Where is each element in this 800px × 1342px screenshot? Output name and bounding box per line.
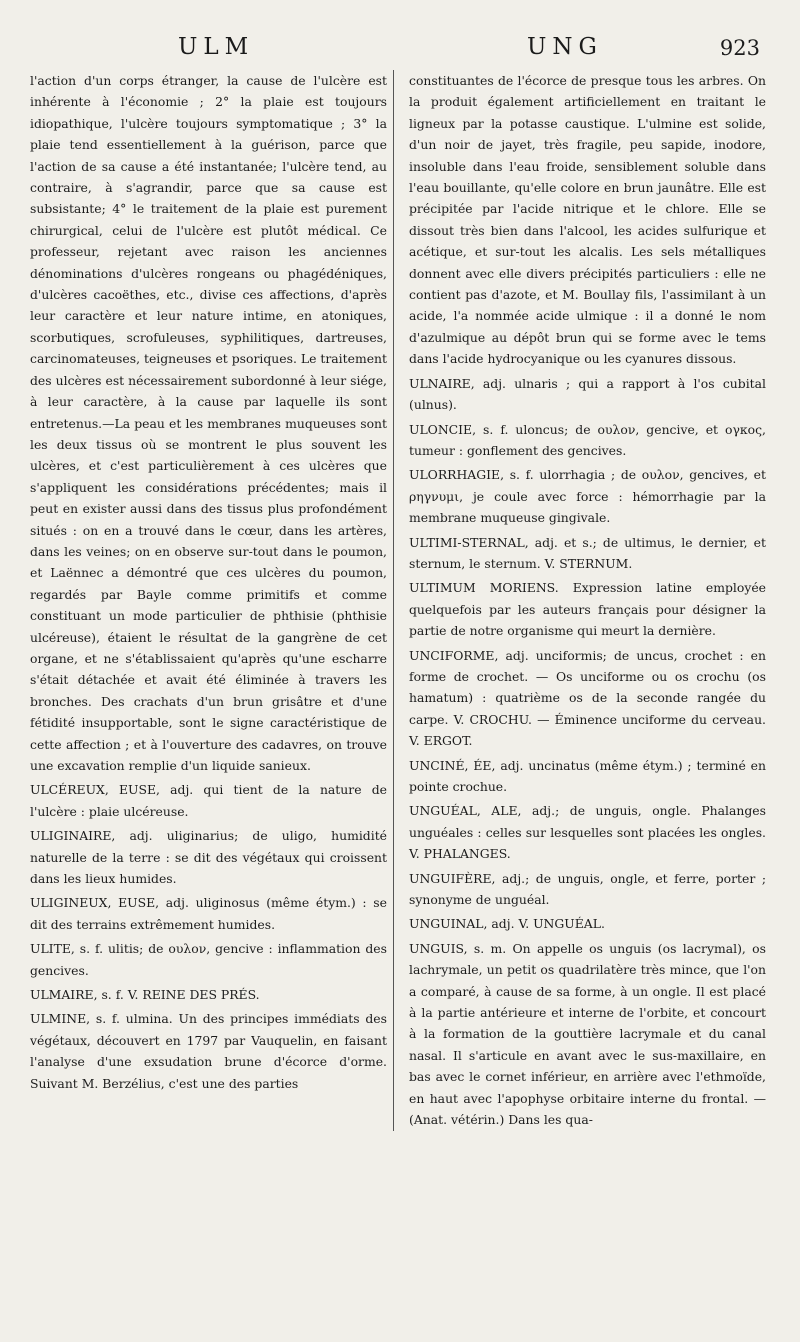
header-left-word: ULM xyxy=(178,34,255,60)
page-number: 923 xyxy=(719,36,760,60)
entry-ungueal: UNGUÉAL, ALE, adj.; de unguis, ongle. Phalanges unguéales : celles sur lesquelles sont placées les ongles. V. PHALANGES. xyxy=(409,803,766,862)
entry-ultimum-moriens: ULTIMUM MORIENS. Expression latine employée quelquefois par les auteurs français pour désigner la partie de notre organisme qui meurt la dernière. xyxy=(409,580,766,639)
entry-unguis: UNGUIS, s. m. On appelle os unguis (os lacrymal), os lachrymale, un petit os quadrilatère très mince, que l'on a comparé, à cause de sa forme, à un ongle. Il est placé à la partie antérieure et interne de l'orbite, et concourt à la formation de la gouttière lacrymale et du canal nasal. Il s'articule en avant avec le sus-maxillaire, en bas avec le cornet inférieur, en arrière avec l'ethmoïde, en haut avec l'apophyse orbitaire interne du frontal. — (Anat. vétérin.) Dans les qua- xyxy=(409,940,766,1128)
entry-ulmine: ULMINE, s. f. ulmina. Un des principes immédiats des végétaux, découvert en 1797 par Vauquelin, en faisant l'analyse d'une exsudation brune d'écorce d'orme. Suivant M. Berzélius, c'est une des parties xyxy=(30,1011,387,1091)
entry-ulorrhagie: ULORRHAGIE, s. f. ulorrhagia ; de ουλον, gencives, et ρηγνυμι, je coule avec force : hémorrhagie par la membrane muqueuse gingivale. xyxy=(409,467,766,526)
paragraph-ulmine-continuation: constituantes de l'écorce de presque tous les arbres. On la produit également artificiellement en traitant le ligneux par la potasse caustique. L'ulmine est solide, d'un noir de jayet, très fragile, peu sapide, inodore, insoluble dans l'eau froide, sensiblement soluble dans l'eau bouillante, qu'elle colore en brun jaunâtre. Elle est précipitée par l'acide nitrique et le chlore. Elle se dissout très bien dans l'alcool, les acides sulfurique et acétique, et sur-tout les alcalis. Les sels métalliques donnent avec elle divers précipités particuliers : elle ne contient pas d'azote, et M. Boullay fils, l'assimilant à un acide, l'a nommée acide ulmique : il a donné le nom d'azulmique au dépôt brun qui se forme avec le tems dans l'acide hydrocyanique ou les cyanures dissous. xyxy=(409,73,766,367)
running-header xyxy=(30,28,766,68)
entry-ulite: ULITE, s. f. ulitis; de ουλον, gencive : inflammation des gencives. xyxy=(30,941,387,978)
entry-unguinal: UNGUINAL, adj. V. UNGUÉAL. xyxy=(409,916,605,932)
entry-unciforme: UNCIFORME, adj. unciformis; de uncus, crochet : en forme de crochet. — Os unciforme ou os crochu (os hamatum) : quatrième os de la seconde rangée du carpe. V. CROCHU. — Éminence unciforme du cerveau. V. ERGOT. xyxy=(409,647,766,749)
entry-ulcereux: ULCÉREUX, EUSE, adj. qui tient de la nature de l'ulcère : plaie ulcéreuse. xyxy=(30,782,387,819)
paragraph-ulcere-continuation: l'action d'un corps étranger, la cause de l'ulcère est inhérente à l'économie ; 2° la plaie est toujours idiopathique, l'ulcère toujours symptomatique ; 3° la plaie tend essentiellement à la guérison, parce que l'action de sa cause a été instantanée; l'ulcère tend, au contraire, à s'agrandir, parce que sa cause est subsistante; 4° le traitement de la plaie est purement chirurgical, celui de l'ulcère est plutôt médical. Ce professeur, rejetant avec raison les anciennes dénominations d'ulcères rongeans ou phagédéniques, d'ulcères cacoëthes, etc., divise ces affections, d'après leur caractère et leur nature intime, en atoniques, scorbutiques, scrofuleuses, syphilitiques, dartreuses, carcinomateuses, teigneuses et psoriques. Le traitement des ulcères est nécessairement subordonné à leur siége, à leur caractère, à la cause par laquelle ils sont entretenus.—La peau et les membranes muqueuses sont les deux tissus où se montrent le plus souvent les ulcères, et c'est particulièrement à ces ulcères que s'appliquent les considérations précédentes; mais il peut en exister aussi dans des tissus plus profondément situés : on en a trouvé dans le cœur, dans les artères, dans les veines; on en observe sur-tout dans le poumon, et Laënnec a démontré que ces ulcères du poumon, regardés par Bayle comme primitifs et comme constituant un mode particulier de phthisie (phthisie ulcéreuse), étaient le résultat de la gangrène de cet organe, et ne s'établissaient qu'après qu'une escharre s'était détachée et avait été éliminée à travers les bronches. Des crachats d'un brun grisâtre et d'une fétidité insupportable, sont le signe caractéristique de cette affection ; et à l'ouverture des cadavres, on trouve une excavation remplie d'un liquide sanieux. xyxy=(30,73,387,773)
entry-uloncie: ULONCIE, s. f. uloncus; de ουλον, gencive, et ογκος, tumeur : gonflement des gencives. xyxy=(409,421,766,458)
left-column xyxy=(30,70,394,1131)
entry-uncine: UNCINÉ, ÉE, adj. uncinatus (même étym.) ; terminé en pointe crochue. xyxy=(409,757,766,794)
entry-ultimi-sternal: ULTIMI-STERNAL, adj. et s.; de ultimus, le dernier, et sternum, le sternum. V. STERNUM. xyxy=(409,534,766,571)
two-column-body xyxy=(30,70,766,1131)
entry-uliginaire: ULIGINAIRE, adj. uliginarius; de uligo, humidité naturelle de la terre : se dit des végétaux qui croissent dans les lieux humides. xyxy=(30,828,387,887)
right-column xyxy=(409,70,766,1131)
entry-ulgineux: ULIGINEUX, EUSE, adj. uliginosus (même étym.) : se dit des terrains extrêmement humides. xyxy=(30,895,387,932)
header-right-word: UNG xyxy=(527,34,603,60)
entry-ulnaire: ULNAIRE, adj. ulnaris ; qui a rapport à l'os cubital (ulnus). xyxy=(409,375,766,413)
entry-unguifere: UNGUIFÈRE, adj.; de unguis, ongle, et ferre, porter ; synonyme de unguéal. xyxy=(409,870,766,908)
entry-ulmaire: ULMAIRE, s. f. V. REINE DES PRÉS. xyxy=(30,987,260,1003)
